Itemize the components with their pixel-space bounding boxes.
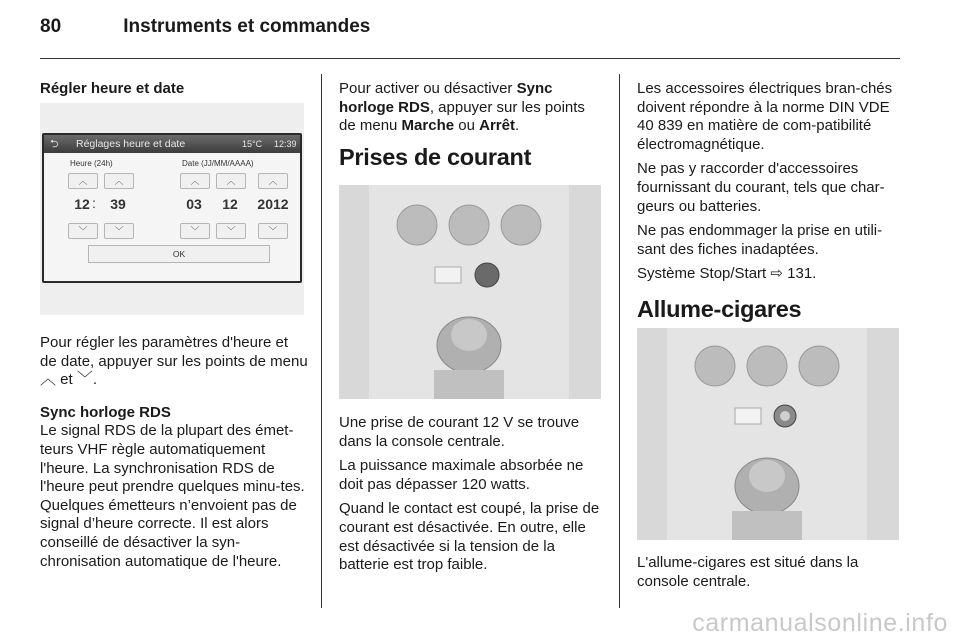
paragraph-stop-start xyxy=(637,265,903,284)
paragraph-adjust xyxy=(40,334,308,390)
paragraph-adjust-and: et xyxy=(56,371,77,389)
screen-temperature: 15°C xyxy=(242,139,263,149)
minute-up-button[interactable]: ︿ xyxy=(104,173,134,189)
minute-down-button[interactable]: ﹀ xyxy=(104,223,134,239)
month-down-button[interactable]: ﹀ xyxy=(216,223,246,239)
header-rule xyxy=(40,58,900,59)
back-arrow-icon: ⮌ xyxy=(50,138,59,150)
sync-toggle-text-2: , appuyer sur les points de menu xyxy=(339,98,585,135)
page-number: 80 xyxy=(40,16,62,37)
menu-on: Marche xyxy=(401,117,455,135)
section-heading-time-date: Régler heure et date xyxy=(40,80,185,97)
stop-start-text: Système Stop/Start xyxy=(637,265,771,283)
power-outlet-photo xyxy=(339,185,601,399)
paragraph-lighter-location: L'allume-cigares est situé dans la console centrale. xyxy=(637,554,859,590)
sync-toggle-menu: Sync horloge RDS xyxy=(339,80,553,116)
paragraph-outlet-location: Une prise de courant 12 V se trouve dans la console centrale. xyxy=(339,414,580,450)
hour-up-button[interactable]: ︿ xyxy=(68,173,98,189)
column-divider-2 xyxy=(619,74,620,608)
screen-frame xyxy=(42,133,302,283)
day-down-button[interactable]: ﹀ xyxy=(180,223,210,239)
day-up-button[interactable]: ︿ xyxy=(180,173,210,189)
column-1-text xyxy=(40,334,308,577)
day-value: 03 xyxy=(186,196,202,212)
paragraph-accessories-norm: Les accessoires électriques bran-chés doivent répondre à la norme DIN VDE 40 839 en matière de com-patibilité électromagnétique. xyxy=(637,80,893,153)
chevron-up-icon: ︿ xyxy=(40,371,57,389)
chevron-down-icon: ﹀ xyxy=(76,371,93,389)
settings-screen-figure xyxy=(40,103,304,315)
column-2-text xyxy=(339,414,605,581)
hour-down-button[interactable]: ﹀ xyxy=(68,223,98,239)
page-header xyxy=(40,16,370,38)
watermark: carmanualsonline.info xyxy=(692,609,948,637)
screen-title: Réglages heure et date xyxy=(76,138,186,150)
ok-button[interactable]: OK xyxy=(88,245,270,263)
cigarette-lighter-photo xyxy=(637,328,899,540)
column-2 xyxy=(339,80,605,170)
column-3 xyxy=(637,80,903,322)
time-label: Heure (24h) xyxy=(70,159,113,168)
sync-toggle-text: Pour activer ou désactiver xyxy=(339,80,517,97)
screen-clock: 12:39 xyxy=(274,139,297,149)
year-down-button[interactable]: ﹀ xyxy=(258,223,288,239)
screen-title-bar xyxy=(44,135,300,153)
minute-value: 39 xyxy=(110,196,126,212)
paragraph-sync-toggle xyxy=(339,80,605,136)
column-1 xyxy=(40,80,308,99)
year-value: 2012 xyxy=(257,196,289,212)
sync-toggle-end: . xyxy=(514,117,520,135)
paragraph-no-chargers: Ne pas y raccorder d'accessoires fournissant du courant, tels que char-geurs ou batteries. xyxy=(637,160,885,215)
year-up-button[interactable]: ︿ xyxy=(258,173,288,189)
hour-value: 12 xyxy=(74,196,90,212)
paragraph-outlet-off: Quand le contact est coupé, la prise de courant est désactivée. En outre, elle est désactivée si la tension de la batterie est trop faible. xyxy=(339,500,600,574)
column-3-text xyxy=(637,554,903,597)
time-separator: : xyxy=(92,195,96,211)
paragraph-outlet-power: La puissance maximale absorbée ne doit pas dépasser 120 watts. xyxy=(339,457,584,493)
paragraph-adjust-end: . xyxy=(92,371,98,389)
paragraph-adjust-text: Pour régler les paramètres d'heure et de date, appuyer sur les points de menu xyxy=(40,334,308,370)
page-ref-arrow-icon: ⇨ xyxy=(770,265,783,283)
paragraph-plugs: Ne pas endommager la prise en utili-sant des fiches inadaptées. xyxy=(637,222,883,258)
month-up-button[interactable]: ︿ xyxy=(216,173,246,189)
column-divider-1 xyxy=(321,74,322,608)
page-title: Instruments et commandes xyxy=(123,16,371,37)
stop-start-page[interactable]: 131. xyxy=(782,265,817,283)
subheading-sync-rds: Sync horloge RDS xyxy=(40,403,171,421)
paragraph-sync-rds: Le signal RDS de la plupart des émet-teurs VHF règle automatiquement l'heure. La synchronisation RDS de l'heure peut prendre quelques minu-tes. Quelques émetteurs n’envoient pas de signal d’heure correcte. Il est alors conseillé de désactiver la syn-chronisation automatique de l'heure. xyxy=(40,422,305,570)
heading-power-outlets: Prises de courant xyxy=(339,143,532,170)
date-label: Date (JJ/MM/AAAA) xyxy=(182,159,254,168)
heading-cigarette-lighter: Allume-cigares xyxy=(637,295,802,322)
screen-body xyxy=(44,153,300,281)
month-value: 12 xyxy=(222,196,238,212)
menu-off: Arrêt xyxy=(479,117,515,135)
sync-toggle-or: ou xyxy=(454,117,480,135)
